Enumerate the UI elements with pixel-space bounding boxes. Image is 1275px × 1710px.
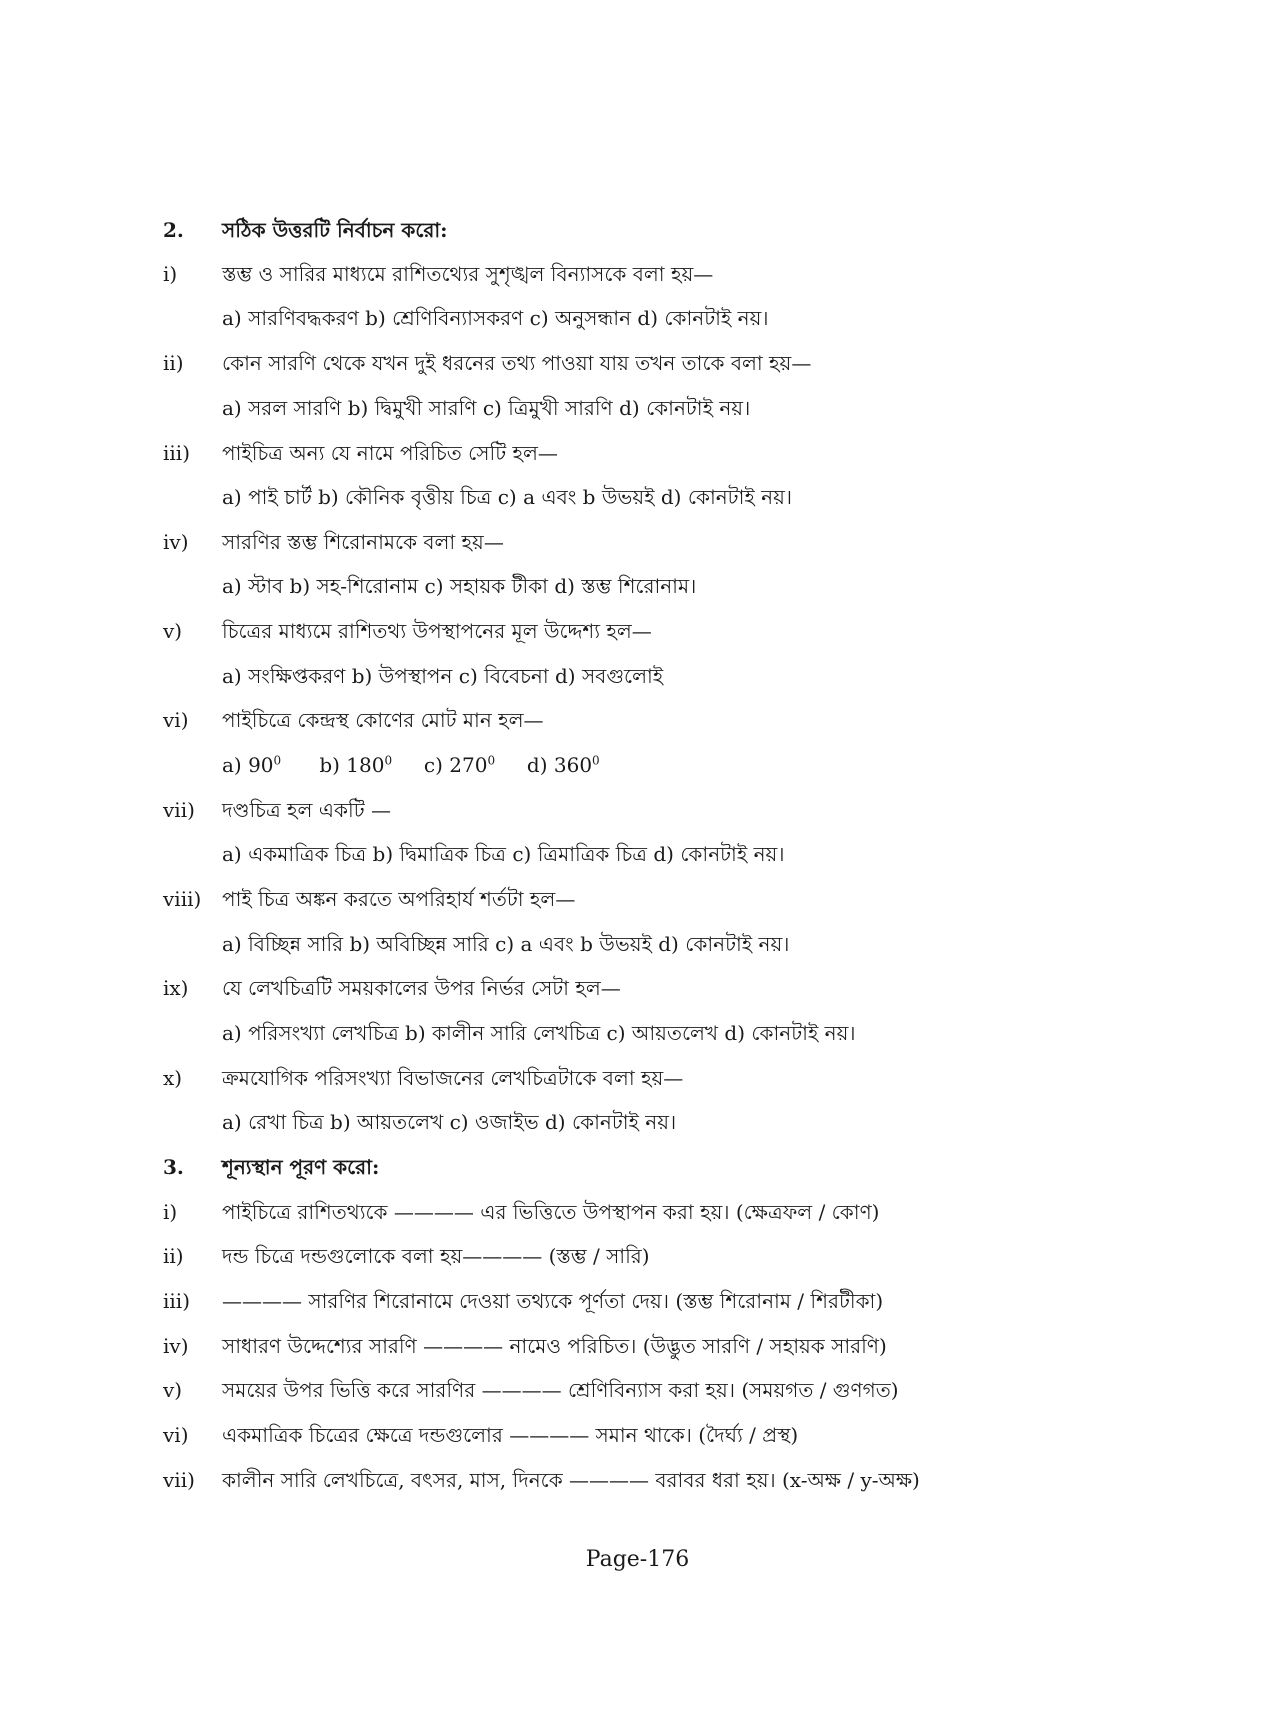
options-row — [0, 477, 1275, 517]
question-row — [0, 522, 1275, 562]
question-text: স্তম্ভ ও সারির মাধ্যমে রাশিতথ্যের সুশৃঙ্খল বিন্যাসকে বলা হয়— — [222, 262, 714, 286]
question-number: x) — [163, 1066, 183, 1090]
item-number: ii) — [163, 1244, 184, 1268]
degree-sup: 0 — [384, 753, 393, 768]
options-row — [0, 1013, 1275, 1053]
options-row — [0, 298, 1275, 338]
section-number: 3. — [163, 1155, 184, 1179]
item-text: একমাত্রিক চিত্রের ক্ষেত্রে দন্ডগুলোর ———— সমান থাকে। (দৈর্ঘ্য / প্রস্থ) — [222, 1423, 799, 1447]
options-text: a) একমাত্রিক চিত্র b) দ্বিমাত্রিক চিত্র c) ত্রিমাত্রিক চিত্র d) কোনটাই নয়। — [222, 842, 785, 866]
options-row — [0, 745, 1275, 785]
question-number: vii) — [163, 798, 195, 822]
item-number: vii) — [163, 1468, 195, 1492]
question-row — [0, 433, 1275, 473]
options-row — [0, 924, 1275, 964]
item-text: ———— সারণির শিরোনামে দেওয়া তথ্যকে পূর্ণতা দেয়। (স্তম্ভ শিরোনাম / শিরটীকা) — [222, 1289, 884, 1313]
page-number: Page-176 — [585, 1547, 690, 1572]
question-text: পাইচিত্রে কেন্দ্রস্থ কোণের মোট মান হল— — [222, 708, 544, 732]
question-text: পাইচিত্র অন্য যে নামে পরিচিত সেটি হল— — [222, 441, 558, 465]
question-text: ক্রমযোগিক পরিসংখ্যা বিভাজনের লেখচিত্রটাকে বলা হয়— — [222, 1066, 684, 1090]
question-row — [0, 968, 1275, 1008]
question-number: ix) — [163, 976, 189, 1000]
question-number: iv) — [163, 530, 189, 554]
question-row — [0, 343, 1275, 383]
question-text: দণ্ডচিত্র হল একটি — — [222, 798, 391, 822]
options-text — [222, 745, 600, 785]
item-number: vi) — [163, 1423, 189, 1447]
options-text: a) সরল সারণি b) দ্বিমুখী সারণি c) ত্রিমুখী সারণি d) কোনটাই নয়। — [222, 396, 751, 420]
item-text: সময়ের উপর ভিত্তি করে সারণির ———— শ্রেণিবিন্যাস করা হয়। (সময়গত / গুণগত) — [222, 1378, 899, 1402]
question-number: i) — [163, 262, 178, 286]
degree-sup: 0 — [487, 753, 496, 768]
section-title: সঠিক উত্তরটি নির্বাচন করো: — [222, 218, 448, 242]
options-row — [0, 834, 1275, 874]
item-number: iv) — [163, 1334, 189, 1358]
question-text: পাই চিত্র অঙ্কন করতে অপরিহার্য শর্তটা হল— — [222, 887, 576, 911]
options-text: a) সংক্ষিপ্তকরণ b) উপস্থাপন c) বিবেচনা d) সবগুলোই — [222, 664, 664, 688]
item-text: দন্ড চিত্রে দন্ডগুলোকে বলা হয়———— (স্তম্ভ / সারি) — [222, 1244, 650, 1268]
fill-blank-row — [0, 1415, 1275, 1455]
question-row — [0, 879, 1275, 919]
degree-sup: 0 — [592, 753, 600, 768]
options-row — [0, 388, 1275, 428]
options-text: a) বিচ্ছিন্ন সারি b) অবিচ্ছিন্ন সারি c) a এবং b উভয়ই d) কোনটাই নয়। — [222, 932, 790, 956]
question-number: ii) — [163, 351, 184, 375]
options-text: a) স্টাব b) সহ-শিরোনাম c) সহায়ক টীকা d) স্তম্ভ শিরোনাম। — [222, 574, 697, 598]
question-row — [0, 790, 1275, 830]
option-d: d) 360 — [526, 753, 593, 777]
options-row — [0, 566, 1275, 606]
question-row — [0, 254, 1275, 294]
item-text: পাইচিত্রে রাশিতথ্যকে ———— এর ভিত্তিতে উপস্থাপন করা হয়। (ক্ষেত্রফল / কোণ) — [222, 1200, 880, 1224]
options-row — [0, 656, 1275, 696]
question-number: vi) — [163, 708, 189, 732]
question-number: v) — [163, 619, 183, 643]
item-number: i) — [163, 1200, 178, 1224]
options-text: a) পাই চার্ট b) কৌনিক বৃত্তীয় চিত্র c) a এবং b উভয়ই d) কোনটাই নয়। — [222, 485, 793, 509]
section-2-heading — [0, 210, 1275, 250]
question-text: সারণির স্তম্ভ শিরোনামকে বলা হয়— — [222, 530, 504, 554]
section-title: শূন্যস্থান পূরণ করো: — [222, 1155, 380, 1179]
option-b: b) 180 — [319, 753, 385, 777]
item-number: v) — [163, 1378, 183, 1402]
option-c: c) 270 — [423, 753, 488, 777]
degree-sup: 0 — [273, 753, 282, 768]
options-text: a) সারণিবদ্ধকরণ b) শ্রেণিবিন্যাসকরণ c) অনুসন্ধান d) কোনটাই নয়। — [222, 306, 769, 330]
options-row — [0, 1102, 1275, 1142]
fill-blank-row — [0, 1236, 1275, 1276]
question-text: যে লেখচিত্রটি সময়কালের উপর নির্ভর সেটা হল— — [222, 976, 621, 1000]
fill-blank-row — [0, 1326, 1275, 1366]
option-a: a) 90 — [222, 753, 274, 777]
fill-blank-row — [0, 1370, 1275, 1410]
question-text: চিত্রের মাধ্যমে রাশিতথ্য উপস্থাপনের মূল উদ্দেশ্য হল— — [222, 619, 652, 643]
options-text: a) রেখা চিত্র b) আয়তলেখ c) ওজাইভ d) কোনটাই নয়। — [222, 1110, 677, 1134]
fill-blank-row — [0, 1460, 1275, 1500]
question-row — [0, 1058, 1275, 1098]
item-text: কালীন সারি লেখচিত্রে, বৎসর, মাস, দিনকে ———— বরাবর ধরা হয়। (x-অক্ষ / y-অক্ষ) — [222, 1468, 920, 1492]
section-3-heading — [0, 1147, 1275, 1187]
section-number: 2. — [163, 218, 184, 242]
item-text: সাধারণ উদ্দেশ্যের সারণি ———— নামেও পরিচিত। (উদ্ভুত সারণি / সহায়ক সারণি) — [222, 1334, 887, 1358]
item-number: iii) — [163, 1289, 190, 1313]
fill-blank-row — [0, 1192, 1275, 1232]
question-row — [0, 611, 1275, 651]
question-row — [0, 700, 1275, 740]
fill-blank-row — [0, 1281, 1275, 1321]
options-text: a) পরিসংখ্যা লেখচিত্র b) কালীন সারি লেখচিত্র c) আয়তলেখ d) কোনটাই নয়। — [222, 1021, 856, 1045]
question-text: কোন সারণি থেকে যখন দুই ধরনের তথ্য পাওয়া যায় তখন তাকে বলা হয়— — [222, 351, 812, 375]
question-number: viii) — [163, 887, 202, 911]
question-number: iii) — [163, 441, 190, 465]
